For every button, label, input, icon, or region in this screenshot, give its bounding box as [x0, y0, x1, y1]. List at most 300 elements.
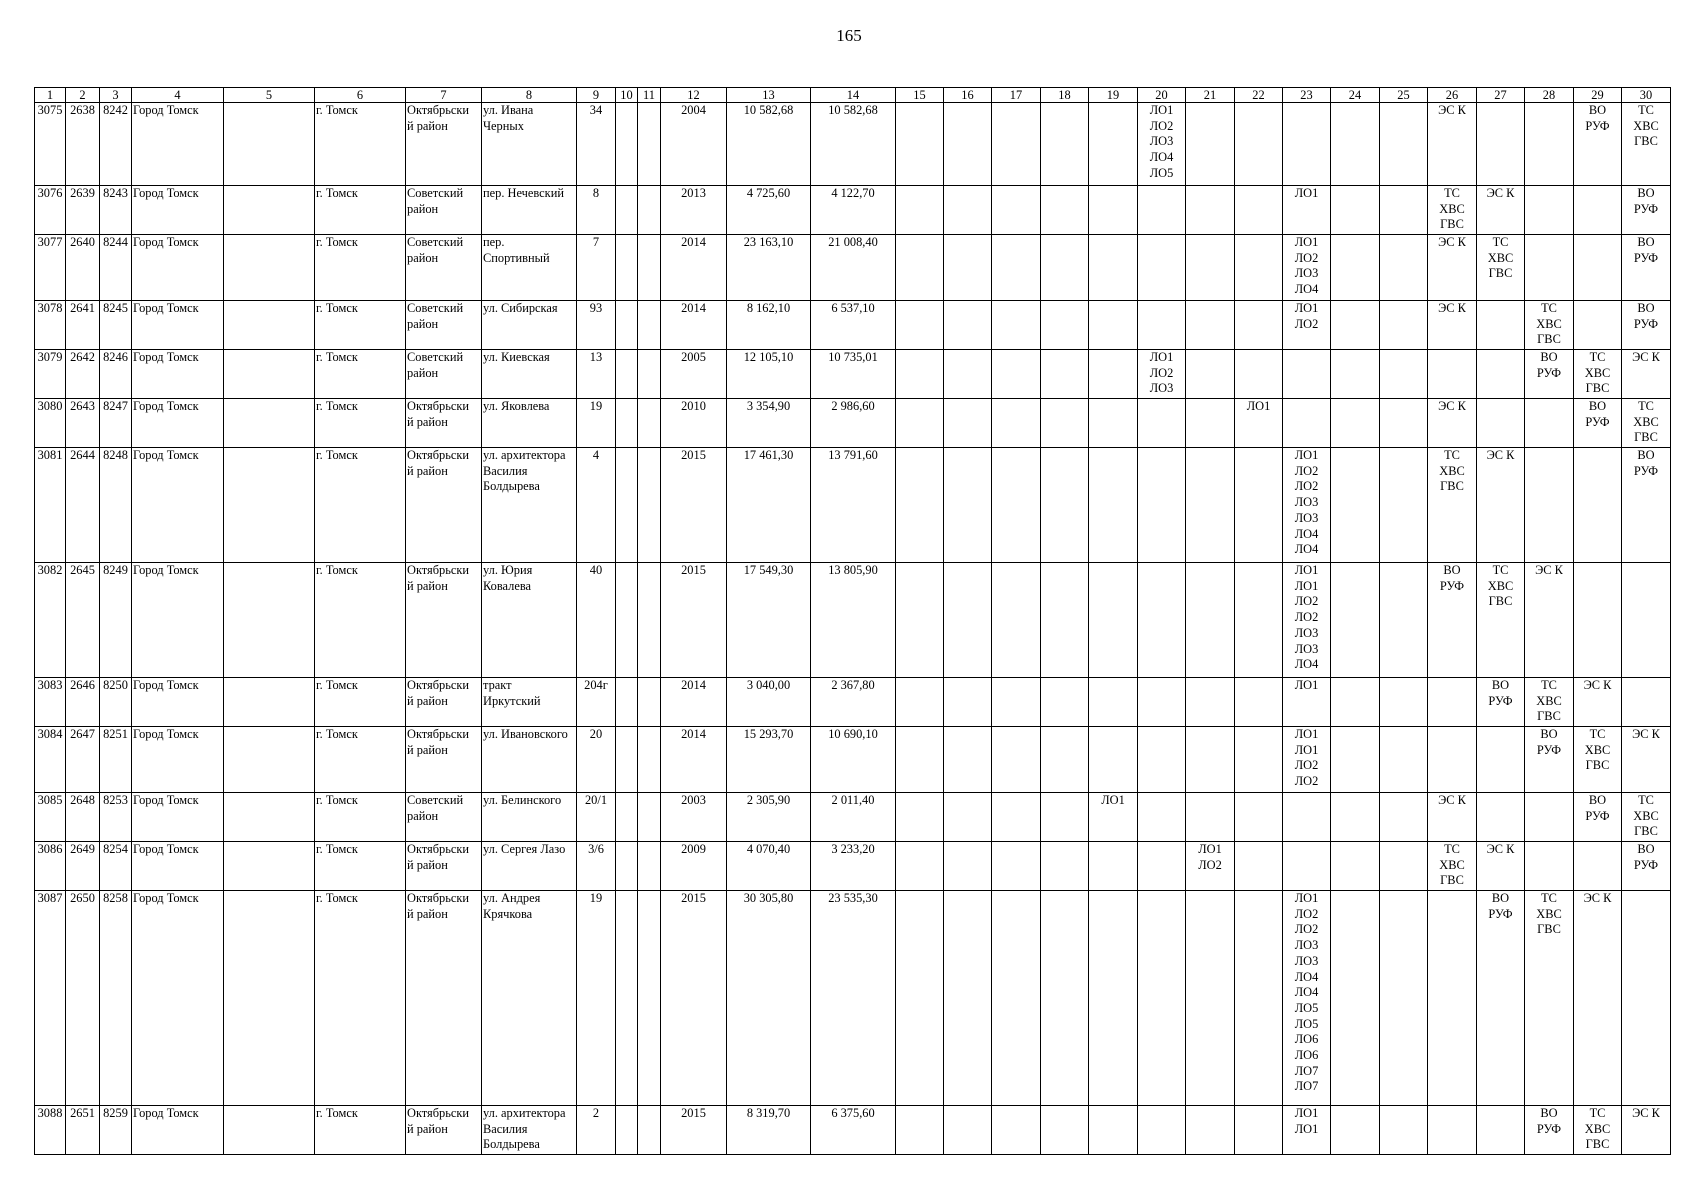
table-cell-col-21	[1186, 1106, 1235, 1155]
table-cell-col-2: 2641	[66, 301, 100, 350]
table-cell-col-7: Октябрьски й район	[406, 678, 482, 727]
table-cell-col-1: 3076	[35, 186, 66, 235]
table-cell-col-26: ЭС К	[1428, 103, 1477, 186]
table-cell-col-4: Город Томск	[132, 891, 224, 1106]
table-cell-col-18	[1041, 793, 1089, 842]
table-cell-col-9: 20/1	[577, 793, 616, 842]
table-cell-col-22	[1235, 448, 1283, 563]
table-cell-col-3: 8258	[100, 891, 132, 1106]
table-cell-col-1: 3080	[35, 399, 66, 448]
table-cell-col-15	[896, 842, 944, 891]
table-cell-col-18	[1041, 842, 1089, 891]
column-header-20: 20	[1138, 88, 1186, 103]
table-cell-col-5	[224, 399, 315, 448]
table-cell-col-13: 8 162,10	[727, 301, 811, 350]
table-cell-col-23: ЛО1 ЛО2 ЛО3 ЛО4	[1283, 235, 1331, 301]
table-cell-col-26	[1428, 678, 1477, 727]
table-cell-col-11	[638, 891, 661, 1106]
column-header-24: 24	[1331, 88, 1380, 103]
column-header-1: 1	[35, 88, 66, 103]
table-cell-col-5	[224, 678, 315, 727]
table-cell-col-13: 23 163,10	[727, 235, 811, 301]
table-cell-col-13: 4 070,40	[727, 842, 811, 891]
table-cell-col-8: пер. Нечевский	[482, 186, 577, 235]
table-cell-col-27: ВО РУФ	[1477, 678, 1525, 727]
table-cell-col-7: Октябрьски й район	[406, 448, 482, 563]
table-cell-col-26	[1428, 1106, 1477, 1155]
table-cell-col-20	[1138, 793, 1186, 842]
column-header-22: 22	[1235, 88, 1283, 103]
table-cell-col-12: 2015	[661, 1106, 727, 1155]
table-cell-col-4: Город Томск	[132, 1106, 224, 1155]
column-header-19: 19	[1089, 88, 1138, 103]
table-cell-col-27: ЭС К	[1477, 448, 1525, 563]
table-cell-col-15	[896, 399, 944, 448]
table-cell-col-27: ЭС К	[1477, 186, 1525, 235]
table-cell-col-18	[1041, 448, 1089, 563]
column-header-12: 12	[661, 88, 727, 103]
table-cell-col-8: ул. Андрея Крячкова	[482, 891, 577, 1106]
table-cell-col-10	[616, 235, 638, 301]
table-cell-col-22	[1235, 301, 1283, 350]
table-cell-col-19	[1089, 727, 1138, 793]
column-header-25: 25	[1380, 88, 1428, 103]
table-cell-col-25	[1380, 891, 1428, 1106]
table-cell-col-10	[616, 301, 638, 350]
column-header-30: 30	[1622, 88, 1671, 103]
table-cell-col-15	[896, 186, 944, 235]
table-cell-col-10	[616, 678, 638, 727]
column-header-9: 9	[577, 88, 616, 103]
table-row	[35, 563, 1671, 678]
table-cell-col-28	[1525, 103, 1574, 186]
table-cell-col-23: ЛО1	[1283, 678, 1331, 727]
table-cell-col-8: пер. Спортивный	[482, 235, 577, 301]
table-cell-col-15	[896, 727, 944, 793]
table-cell-col-17	[992, 842, 1041, 891]
table-cell-col-3: 8250	[100, 678, 132, 727]
table-cell-col-1: 3083	[35, 678, 66, 727]
table-cell-col-13: 3 354,90	[727, 399, 811, 448]
table-cell-col-26: ЭС К	[1428, 399, 1477, 448]
table-cell-col-30	[1622, 563, 1671, 678]
table-cell-col-16	[944, 678, 992, 727]
table-cell-col-15	[896, 793, 944, 842]
table-cell-col-10	[616, 399, 638, 448]
table-cell-col-24	[1331, 563, 1380, 678]
table-cell-col-25	[1380, 301, 1428, 350]
table-cell-col-30: ВО РУФ	[1622, 301, 1671, 350]
table-cell-col-2: 2649	[66, 842, 100, 891]
table-cell-col-11	[638, 678, 661, 727]
table-row	[35, 301, 1671, 350]
table-row	[35, 399, 1671, 448]
table-cell-col-21	[1186, 103, 1235, 186]
table-cell-col-11	[638, 1106, 661, 1155]
table-cell-col-20: ЛО1 ЛО2 ЛО3 ЛО4 ЛО5	[1138, 103, 1186, 186]
table-cell-col-17	[992, 1106, 1041, 1155]
table-cell-col-25	[1380, 448, 1428, 563]
table-cell-col-30: ВО РУФ	[1622, 235, 1671, 301]
table-cell-col-3: 8248	[100, 448, 132, 563]
table-cell-col-11	[638, 842, 661, 891]
table-cell-col-29	[1574, 235, 1622, 301]
table-cell-col-17	[992, 399, 1041, 448]
table-cell-col-18	[1041, 678, 1089, 727]
table-cell-col-7: Октябрьски й район	[406, 563, 482, 678]
table-cell-col-22	[1235, 793, 1283, 842]
table-cell-col-19	[1089, 448, 1138, 563]
table-cell-col-24	[1331, 235, 1380, 301]
table-cell-col-21	[1186, 563, 1235, 678]
table-cell-col-23: ЛО1	[1283, 186, 1331, 235]
table-row	[35, 350, 1671, 399]
table-cell-col-22	[1235, 1106, 1283, 1155]
table-cell-col-29	[1574, 563, 1622, 678]
table-cell-col-3: 8244	[100, 235, 132, 301]
table-cell-col-13: 8 319,70	[727, 1106, 811, 1155]
table-cell-col-14: 10 735,01	[811, 350, 896, 399]
table-row	[35, 103, 1671, 186]
table-cell-col-14: 13 805,90	[811, 563, 896, 678]
table-cell-col-12: 2014	[661, 301, 727, 350]
table-cell-col-19	[1089, 891, 1138, 1106]
table-cell-col-3: 8247	[100, 399, 132, 448]
table-cell-col-30: ВО РУФ	[1622, 186, 1671, 235]
table-cell-col-21	[1186, 448, 1235, 563]
table-cell-col-7: Советский район	[406, 235, 482, 301]
table-cell-col-18	[1041, 235, 1089, 301]
table-cell-col-10	[616, 103, 638, 186]
table-cell-col-12: 2005	[661, 350, 727, 399]
table-cell-col-30: ТС ХВС ГВС	[1622, 399, 1671, 448]
table-cell-col-3: 8251	[100, 727, 132, 793]
table-row	[35, 448, 1671, 563]
table-cell-col-5	[224, 301, 315, 350]
header-row	[35, 88, 1671, 103]
table-cell-col-24	[1331, 727, 1380, 793]
table-cell-col-30: ТС ХВС ГВС	[1622, 793, 1671, 842]
table-body	[35, 103, 1671, 1155]
table-cell-col-14: 2 011,40	[811, 793, 896, 842]
table-cell-col-6: г. Томск	[315, 1106, 406, 1155]
table-cell-col-19	[1089, 399, 1138, 448]
table-cell-col-2: 2640	[66, 235, 100, 301]
table-cell-col-9: 19	[577, 891, 616, 1106]
table-cell-col-19	[1089, 1106, 1138, 1155]
table-cell-col-6: г. Томск	[315, 727, 406, 793]
table-cell-col-28: ВО РУФ	[1525, 350, 1574, 399]
table-cell-col-8: ул. Ивановского	[482, 727, 577, 793]
table-cell-col-19	[1089, 563, 1138, 678]
table-cell-col-15	[896, 1106, 944, 1155]
table-cell-col-29: ТС ХВС ГВС	[1574, 1106, 1622, 1155]
table-cell-col-5	[224, 448, 315, 563]
table-cell-col-14: 10 690,10	[811, 727, 896, 793]
table-cell-col-30: ЭС К	[1622, 350, 1671, 399]
column-header-8: 8	[482, 88, 577, 103]
table-cell-col-17	[992, 563, 1041, 678]
table-cell-col-21	[1186, 891, 1235, 1106]
table-cell-col-16	[944, 727, 992, 793]
table-cell-col-28	[1525, 842, 1574, 891]
table-cell-col-13: 3 040,00	[727, 678, 811, 727]
table-cell-col-16	[944, 448, 992, 563]
table-cell-col-28: ТС ХВС ГВС	[1525, 678, 1574, 727]
table-cell-col-18	[1041, 891, 1089, 1106]
table-cell-col-4: Город Томск	[132, 103, 224, 186]
column-header-16: 16	[944, 88, 992, 103]
table-cell-col-28	[1525, 793, 1574, 842]
column-header-2: 2	[66, 88, 100, 103]
table-cell-col-8: ул. Киевская	[482, 350, 577, 399]
table-cell-col-2: 2638	[66, 103, 100, 186]
table-cell-col-4: Город Томск	[132, 350, 224, 399]
table-cell-col-8: ул. Сибирская	[482, 301, 577, 350]
table-cell-col-16	[944, 103, 992, 186]
column-header-29: 29	[1574, 88, 1622, 103]
table-cell-col-21	[1186, 301, 1235, 350]
table-cell-col-12: 2003	[661, 793, 727, 842]
table-cell-col-30	[1622, 678, 1671, 727]
table-cell-col-27	[1477, 350, 1525, 399]
table-cell-col-2: 2643	[66, 399, 100, 448]
table-cell-col-13: 10 582,68	[727, 103, 811, 186]
table-cell-col-27	[1477, 399, 1525, 448]
table-cell-col-8: тракт Иркутский	[482, 678, 577, 727]
table-cell-col-29: ТС ХВС ГВС	[1574, 727, 1622, 793]
column-header-27: 27	[1477, 88, 1525, 103]
table-cell-col-11	[638, 186, 661, 235]
table-cell-col-25	[1380, 678, 1428, 727]
table-cell-col-1: 3075	[35, 103, 66, 186]
table-cell-col-23: ЛО1 ЛО2	[1283, 301, 1331, 350]
table-cell-col-15	[896, 350, 944, 399]
table-cell-col-5	[224, 350, 315, 399]
table-cell-col-14: 13 791,60	[811, 448, 896, 563]
table-cell-col-30	[1622, 891, 1671, 1106]
column-header-5: 5	[224, 88, 315, 103]
table-cell-col-6: г. Томск	[315, 891, 406, 1106]
table-cell-col-16	[944, 891, 992, 1106]
table-cell-col-1: 3082	[35, 563, 66, 678]
table-cell-col-10	[616, 186, 638, 235]
table-cell-col-14: 6 375,60	[811, 1106, 896, 1155]
table-cell-col-13: 4 725,60	[727, 186, 811, 235]
table-cell-col-7: Советский район	[406, 793, 482, 842]
table-cell-col-9: 34	[577, 103, 616, 186]
table-cell-col-28	[1525, 186, 1574, 235]
table-cell-col-10	[616, 891, 638, 1106]
table-cell-col-2: 2648	[66, 793, 100, 842]
table-cell-col-12: 2013	[661, 186, 727, 235]
table-cell-col-11	[638, 793, 661, 842]
table-cell-col-20	[1138, 1106, 1186, 1155]
table-row	[35, 186, 1671, 235]
table-cell-col-10	[616, 793, 638, 842]
column-header-26: 26	[1428, 88, 1477, 103]
table-cell-col-21	[1186, 678, 1235, 727]
table-cell-col-23	[1283, 842, 1331, 891]
table-cell-col-16	[944, 301, 992, 350]
table-cell-col-24	[1331, 448, 1380, 563]
table-cell-col-9: 20	[577, 727, 616, 793]
table-cell-col-9: 4	[577, 448, 616, 563]
table-cell-col-4: Город Томск	[132, 842, 224, 891]
table-cell-col-6: г. Томск	[315, 301, 406, 350]
table-cell-col-2: 2645	[66, 563, 100, 678]
table-cell-col-15	[896, 563, 944, 678]
table-cell-col-12: 2014	[661, 235, 727, 301]
table-cell-col-15	[896, 678, 944, 727]
column-header-11: 11	[638, 88, 661, 103]
table-cell-col-12: 2015	[661, 448, 727, 563]
table-cell-col-19	[1089, 350, 1138, 399]
table-cell-col-23: ЛО1 ЛО2 ЛО2 ЛО3 ЛО3 ЛО4 ЛО4 ЛО5 ЛО5 ЛО6 ЛО6 ЛО7 ЛО7	[1283, 891, 1331, 1106]
table-cell-col-9: 3/6	[577, 842, 616, 891]
table-cell-col-1: 3079	[35, 350, 66, 399]
table-cell-col-25	[1380, 727, 1428, 793]
table-cell-col-26	[1428, 891, 1477, 1106]
table-cell-col-2: 2647	[66, 727, 100, 793]
table-cell-col-29: ВО РУФ	[1574, 399, 1622, 448]
table-cell-col-27	[1477, 301, 1525, 350]
table-cell-col-23	[1283, 350, 1331, 399]
table-cell-col-11	[638, 399, 661, 448]
table-cell-col-16	[944, 399, 992, 448]
table-cell-col-20	[1138, 678, 1186, 727]
table-cell-col-11	[638, 235, 661, 301]
table-cell-col-9: 2	[577, 1106, 616, 1155]
table-cell-col-18	[1041, 1106, 1089, 1155]
table-cell-col-26: ТС ХВС ГВС	[1428, 186, 1477, 235]
table-cell-col-7: Октябрьски й район	[406, 727, 482, 793]
table-cell-col-3: 8259	[100, 1106, 132, 1155]
table-cell-col-29	[1574, 842, 1622, 891]
column-header-14: 14	[811, 88, 896, 103]
table-cell-col-16	[944, 1106, 992, 1155]
table-cell-col-5	[224, 891, 315, 1106]
table-cell-col-16	[944, 563, 992, 678]
column-header-6: 6	[315, 88, 406, 103]
table-cell-col-30: ЭС К	[1622, 1106, 1671, 1155]
table-cell-col-27: ТС ХВС ГВС	[1477, 235, 1525, 301]
page-number: 165	[836, 26, 862, 45]
table-cell-col-18	[1041, 350, 1089, 399]
table-cell-col-24	[1331, 1106, 1380, 1155]
table-cell-col-17	[992, 727, 1041, 793]
table-cell-col-12: 2014	[661, 727, 727, 793]
table-cell-col-30: ЭС К	[1622, 727, 1671, 793]
table-cell-col-7: Октябрьски й район	[406, 1106, 482, 1155]
table-cell-col-27	[1477, 1106, 1525, 1155]
table-cell-col-11	[638, 448, 661, 563]
table-cell-col-24	[1331, 399, 1380, 448]
table-cell-col-25	[1380, 350, 1428, 399]
table-cell-col-23: ЛО1 ЛО1 ЛО2 ЛО2 ЛО3 ЛО3 ЛО4	[1283, 563, 1331, 678]
table-cell-col-20: ЛО1 ЛО2 ЛО3	[1138, 350, 1186, 399]
table-cell-col-17	[992, 448, 1041, 563]
table-cell-col-2: 2639	[66, 186, 100, 235]
table-cell-col-10	[616, 350, 638, 399]
table-cell-col-10	[616, 563, 638, 678]
table-cell-col-16	[944, 793, 992, 842]
table-cell-col-8: ул. Ивана Черных	[482, 103, 577, 186]
table-cell-col-8: ул. Юрия Ковалева	[482, 563, 577, 678]
column-header-10: 10	[616, 88, 638, 103]
table-cell-col-18	[1041, 399, 1089, 448]
table-cell-col-20	[1138, 186, 1186, 235]
table-cell-col-20	[1138, 891, 1186, 1106]
table-cell-col-25	[1380, 1106, 1428, 1155]
table-cell-col-7: Октябрьски й район	[406, 399, 482, 448]
table-cell-col-25	[1380, 235, 1428, 301]
table-cell-col-22	[1235, 103, 1283, 186]
table-cell-col-12: 2015	[661, 891, 727, 1106]
table-cell-col-18	[1041, 301, 1089, 350]
table-cell-col-20	[1138, 399, 1186, 448]
table-cell-col-10	[616, 1106, 638, 1155]
table-cell-col-13: 12 105,10	[727, 350, 811, 399]
table-cell-col-10	[616, 727, 638, 793]
table-cell-col-9: 7	[577, 235, 616, 301]
table-cell-col-4: Город Томск	[132, 727, 224, 793]
table-cell-col-7: Октябрьски й район	[406, 103, 482, 186]
table-cell-col-13: 30 305,80	[727, 891, 811, 1106]
table-cell-col-18	[1041, 563, 1089, 678]
table-cell-col-5	[224, 563, 315, 678]
table-cell-col-28: ТС ХВС ГВС	[1525, 301, 1574, 350]
table-cell-col-6: г. Томск	[315, 103, 406, 186]
table-cell-col-26: ТС ХВС ГВС	[1428, 842, 1477, 891]
table-cell-col-13: 17 549,30	[727, 563, 811, 678]
table-cell-col-9: 40	[577, 563, 616, 678]
table-cell-col-4: Город Томск	[132, 235, 224, 301]
table-cell-col-22	[1235, 186, 1283, 235]
table-cell-col-29: ВО РУФ	[1574, 793, 1622, 842]
table-cell-col-24	[1331, 350, 1380, 399]
table-cell-col-22	[1235, 350, 1283, 399]
table-cell-col-2: 2642	[66, 350, 100, 399]
table-cell-col-27: ВО РУФ	[1477, 891, 1525, 1106]
table-cell-col-21	[1186, 186, 1235, 235]
table-cell-col-26: ТС ХВС ГВС	[1428, 448, 1477, 563]
table-cell-col-7: Октябрьски й район	[406, 891, 482, 1106]
table-cell-col-1: 3085	[35, 793, 66, 842]
column-header-13: 13	[727, 88, 811, 103]
table-cell-col-24	[1331, 678, 1380, 727]
table-cell-col-17	[992, 301, 1041, 350]
table-cell-col-25	[1380, 399, 1428, 448]
table-cell-col-28: ЭС К	[1525, 563, 1574, 678]
table-cell-col-6: г. Томск	[315, 350, 406, 399]
table-cell-col-14: 2 986,60	[811, 399, 896, 448]
table-cell-col-18	[1041, 186, 1089, 235]
table-cell-col-22	[1235, 563, 1283, 678]
table-cell-col-21	[1186, 399, 1235, 448]
table-cell-col-20	[1138, 448, 1186, 563]
column-header-3: 3	[100, 88, 132, 103]
table-cell-col-14: 23 535,30	[811, 891, 896, 1106]
table-cell-col-1: 3086	[35, 842, 66, 891]
table-cell-col-6: г. Томск	[315, 399, 406, 448]
table-cell-col-23	[1283, 793, 1331, 842]
table-cell-col-8: ул. архитектора Василия Болдырева	[482, 1106, 577, 1155]
table-cell-col-16	[944, 235, 992, 301]
table-cell-col-23: ЛО1 ЛО1 ЛО2 ЛО2	[1283, 727, 1331, 793]
table-cell-col-15	[896, 891, 944, 1106]
table-cell-col-26	[1428, 727, 1477, 793]
